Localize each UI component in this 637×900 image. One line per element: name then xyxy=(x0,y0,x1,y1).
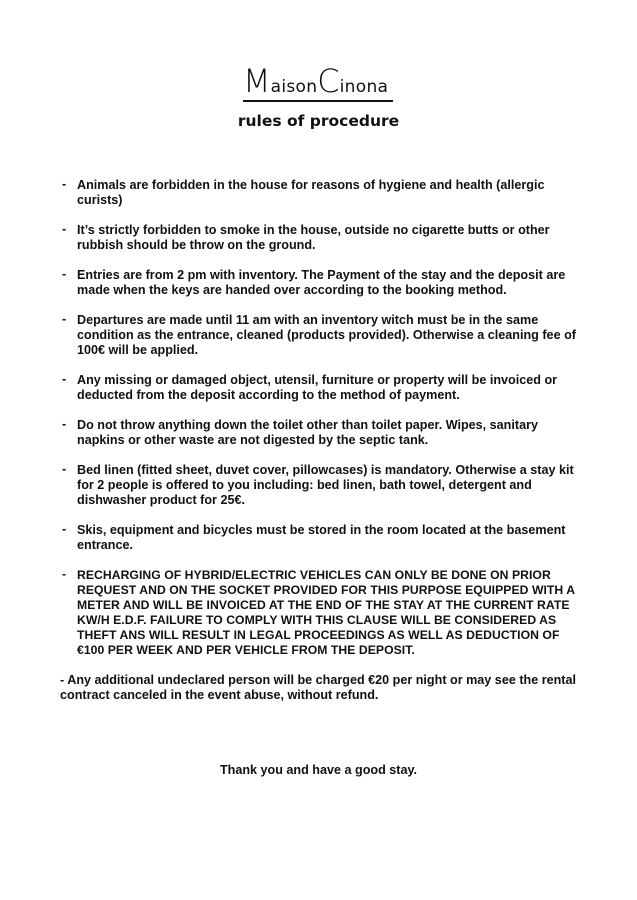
rule-skis xyxy=(62,523,582,553)
rule-text: Skis, equipment and bicycles must be stored in the room located at the basement entrance. xyxy=(77,523,566,553)
bullet-dash: - xyxy=(62,267,67,281)
rule-ev-charging xyxy=(62,568,582,659)
rule-bed-linen xyxy=(62,463,582,509)
logo-text-aison: aison xyxy=(270,77,318,97)
bullet-dash: - xyxy=(62,567,67,581)
page-title: rules of procedure xyxy=(237,112,400,130)
logo-letter-m: M xyxy=(243,62,271,100)
closing-message: Thank you and have a good stay. xyxy=(219,763,418,777)
rule-animals xyxy=(62,178,582,208)
rule-damages xyxy=(62,373,582,403)
rule-text: Departures are made until 11 am with an inventory witch must be in the same condition as the entrance, cleaned (products provided). Otherwise a cleaning fee of 100€ will be applied. xyxy=(77,313,576,358)
bullet-dash: - xyxy=(62,522,67,536)
rule-additional-person xyxy=(60,673,580,703)
rule-toilet xyxy=(62,418,582,448)
logo-letter-c: C xyxy=(317,62,340,100)
rule-text: - Any additional undeclared person will be charged €20 per night or may see the rental contract canceled in the event abuse, without refund. xyxy=(60,673,577,703)
rule-departures xyxy=(62,313,582,359)
maison-cinona-logo xyxy=(243,62,393,102)
bullet-dash: - xyxy=(62,222,67,236)
bullet-dash: - xyxy=(62,462,67,476)
rule-entries xyxy=(62,268,582,298)
rule-text: Animals are forbidden in the house for reasons of hygiene and health (allergic curists) xyxy=(77,178,545,208)
rule-text: RECHARGING OF HYBRID/ELECTRIC VEHICLES CAN ONLY BE DONE ON PRIOR REQUEST AND ON THE SOCKET PROVIDED FOR THIS PURPOSE EQUIPPED WITH A METER AND WILL BE INVOICED AT THE END OF THE STAY AT THE CURRENT RATE KW/H E.D.F. FAILURE TO COMPLY WITH THIS CLAUSE WILL BE CONSIDERED AS THEFT ANS WILL RESULT IN LEGAL PROCEEDINGS AS WELL AS DEDUCTION OF €100 PER WEEK AND PER VEHICLE FROM THE DEPOSIT. xyxy=(77,568,575,658)
bullet-dash: - xyxy=(62,177,67,191)
logo-text-inona: inona xyxy=(339,77,389,97)
rule-text: It’s strictly forbidden to smoke in the house, outside no cigarette butts or other rubbish should be throw on the ground. xyxy=(77,223,550,253)
rule-text: Bed linen (fitted sheet, duvet cover, pillowcases) is mandatory. Otherwise a stay kit for 2 people is offered to you including: bed linen, bath towel, detergent and dishwasher product for 25€. xyxy=(77,463,574,508)
bullet-dash: - xyxy=(62,312,67,326)
bullet-dash: - xyxy=(62,372,67,386)
rule-text: Any missing or damaged object, utensil, furniture or property will be invoiced or deducted from the deposit according to the method of payment. xyxy=(77,373,558,403)
bullet-dash: - xyxy=(62,417,67,431)
rule-text: Do not throw anything down the toilet other than toilet paper. Wipes, sanitary napkins or other waste are not digested by the septic tank. xyxy=(77,418,538,448)
rule-text: Entries are from 2 pm with inventory. The Payment of the stay and the deposit are made when the keys are handed over according to the booking method. xyxy=(77,268,566,298)
rule-smoking xyxy=(62,223,582,253)
